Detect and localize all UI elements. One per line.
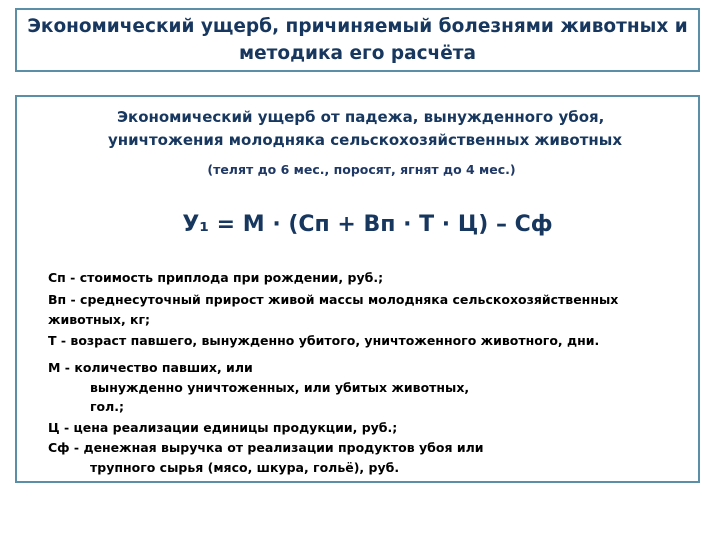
section-note: (телят до 6 мес., поросят, ягнят до 4 мес.) bbox=[207, 162, 516, 177]
definition-sp: Сп - стоимость приплода при рождении, руб.; bbox=[48, 270, 384, 285]
slide-title-line-2: методика его расчёта bbox=[239, 43, 476, 64]
definition-sf-line-2: трупного сырья (мясо, шкура, гольё), руб. bbox=[90, 460, 400, 475]
definition-vp-line-1: Вп - среднесуточный прирост живой массы молодняка сельскохозяйственных bbox=[48, 292, 619, 307]
definition-vp-line-2: животных, кг; bbox=[48, 312, 151, 327]
definition-m-line-3: гол.; bbox=[90, 399, 125, 414]
damage-formula: У₁ = М · (Сп + Вп · Т · Ц) – Сф bbox=[182, 212, 553, 237]
section-heading-line-1: Экономический ущерб от падежа, вынужденного убоя, bbox=[117, 108, 605, 126]
definition-m-line-2: вынужденно уничтоженных, или убитых животных, bbox=[90, 380, 470, 395]
definition-t: Т - возраст павшего, вынужденно убитого, уничтоженного животного, дни. bbox=[48, 333, 600, 348]
definition-sf-line-1: Сф - денежная выручка от реализации продуктов убоя или bbox=[48, 440, 484, 455]
slide-title-line-1: Экономический ущерб, причиняемый болезнями животных и bbox=[27, 16, 688, 37]
definition-c: Ц - цена реализации единицы продукции, руб.; bbox=[48, 420, 398, 435]
title-box bbox=[15, 8, 700, 72]
section-heading-line-2: уничтожения молодняка сельскохозяйственных животных bbox=[108, 131, 622, 149]
definition-m-line-1: М - количество павших, или bbox=[48, 360, 253, 375]
content-box bbox=[15, 95, 700, 483]
